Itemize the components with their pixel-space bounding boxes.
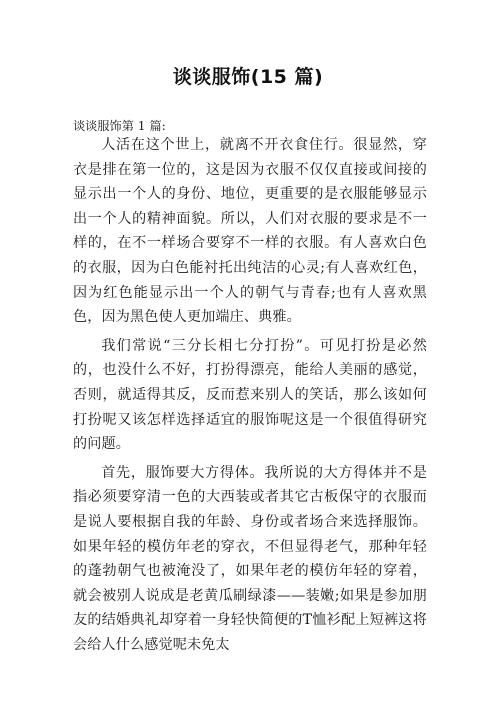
paragraph-2: 我们常说“三分长相七分打扮”。可见打扮是必然的，也没什么不好，打扮得漂亮，能给人美丽的感觉，否则，就适得其反，反而惹来别人的笑话，那么该如何打扮呢又该怎样选择适宜的服饰呢这是一个很值得研究的问题。	[73, 337, 427, 453]
paragraph-3: 首先，服饰要大方得体。我所说的大方得体并不是指必须要穿清一色的大西装或者其它古板保守的衣服而是说人要根据自我的年龄、身份或者场合来选择服饰。如果年轻的模仿年老的穿衣，不但显得老气，那种年轻的蓬勃朝气也被淹没了，如果年老的模仿年轻的穿着，就会被别人说成是老黄瓜刷绿漆——装嫩;如果是参加朋友的结婚典礼却穿着一身轻快简便的T恤衫配上短裤这将会给人什么感觉呢未免太	[73, 464, 427, 653]
page-title: 谈谈服饰(15 篇)	[172, 66, 324, 88]
body-text	[73, 133, 427, 657]
section-label: 谈谈服饰第 1 篇:	[73, 119, 166, 133]
paragraph-1: 人活在这个世上，就离不开衣食住行。很显然，穿衣是排在第一位的，这是因为衣服不仅仅直接或间接的显示出一个人的身份、地位，更重要的是衣服能够显示出一个人的精神面貌。所以，人们对衣服的要求是不一样的，在不一样场合要穿不一样的衣服。有人喜欢白色的衣服，因为白色能衬托出纯洁的心灵;有人喜欢红色，因为红色能显示出一个人的朝气与青春;也有人喜欢黑色，因为黑色使人更加端庄、典雅。	[73, 137, 427, 326]
